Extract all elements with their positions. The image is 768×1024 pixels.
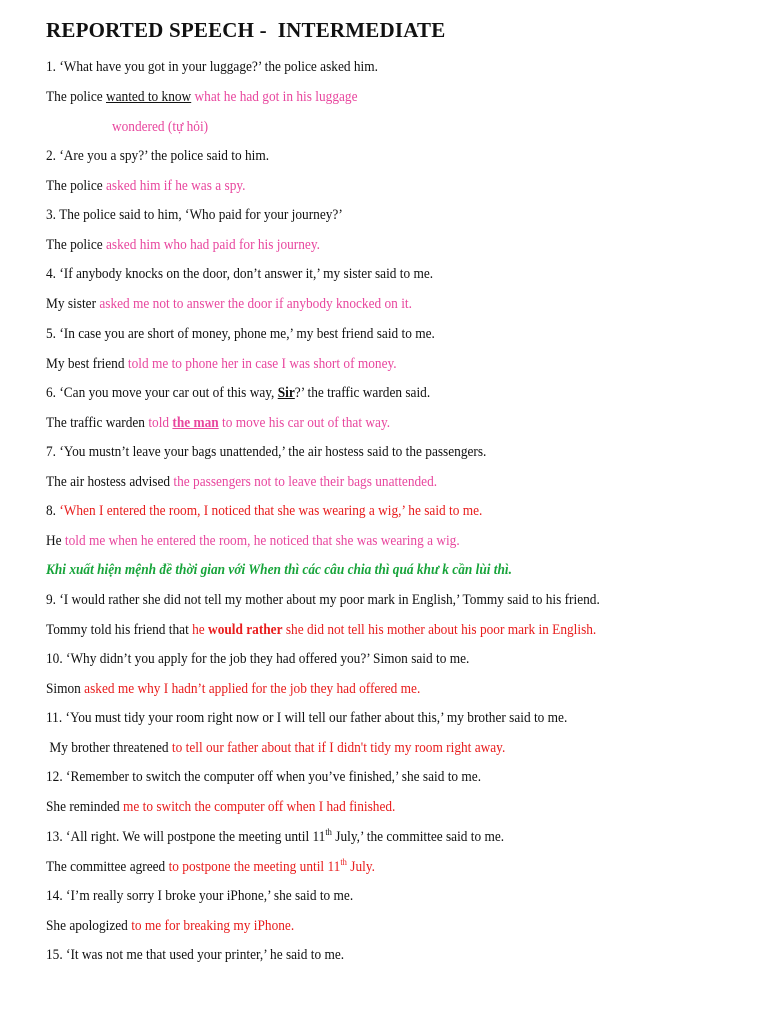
question-13-after: July,’ the committee said to me.	[331, 829, 505, 845]
answer-11	[46, 739, 505, 757]
answer-13	[46, 858, 375, 877]
worksheet-title: REPORTED SPEECH - INTERMEDIATE	[46, 18, 446, 42]
answer-13-after: July.	[346, 859, 375, 875]
answer-3	[46, 236, 320, 254]
question-1: 1. ‘What have you got in your luggage?’ the police asked him.	[46, 59, 378, 75]
answer-6-told: told	[148, 415, 173, 431]
question-3: 3. The police said to him, ‘Who paid for your journey?’	[46, 207, 343, 223]
question-10: 10. ‘Why didn’t you apply for the job they had offered you?’ Simon said to me.	[46, 651, 470, 667]
question-15: 15. ‘It was not me that used your printer,’ he said to me.	[46, 947, 345, 963]
question-13-superscript: th	[325, 827, 332, 837]
answer-13-text: to postpone the meeting until 11	[168, 859, 341, 875]
answer-8-text: told me when he entered the room, he noticed that she was wearing a wig.	[64, 533, 460, 549]
question-9: 9. ‘I would rather she did not tell my mother about my poor mark in English,’ Tommy said to his friend.	[46, 592, 600, 608]
answer-5	[46, 355, 397, 373]
question-6-before: 6. ‘Can you move your car out of this way,	[46, 385, 278, 401]
answer-9-prefix: Tommy told his friend that	[46, 622, 193, 638]
question-2: 2. ‘Are you a spy?’ the police said to him.	[46, 148, 270, 164]
answer-8	[46, 532, 460, 550]
question-11: 11. ‘You must tidy your room right now or I will tell our father about this,’ my brother said to me.	[46, 710, 568, 726]
question-12: 12. ‘Remember to switch the computer off when you’ve finished,’ she said to me.	[46, 769, 482, 785]
answer-5-prefix: My best friend	[46, 356, 128, 372]
answer-7-text: the passengers not to leave their bags unattended.	[173, 474, 438, 490]
answer-14-prefix: She apologized	[46, 918, 132, 934]
answer-12-prefix: She reminded	[46, 799, 124, 815]
answer-12	[46, 798, 395, 816]
question-4: 4. ‘If anybody knocks on the door, don’t answer it,’ my sister said to me.	[46, 266, 434, 282]
answer-9	[46, 621, 596, 639]
question-7: 7. ‘You mustn’t leave your bags unattended,’ the air hostess said to the passengers.	[46, 444, 487, 460]
answer-11-prefix: My brother threatened	[46, 740, 172, 756]
question-8-text: ‘When I entered the room, I noticed that she was wearing a wig,’ he said to me.	[59, 503, 483, 519]
answer-1-note: wondered (tự hỏi)	[112, 119, 209, 135]
question-14: 14. ‘I’m really sorry I broke your iPhone,’ she said to me.	[46, 888, 354, 904]
answer-2-text: asked him if he was a spy.	[105, 178, 246, 194]
answer-10	[46, 680, 420, 698]
answer-9-would-rather: would rather	[208, 622, 283, 638]
answer-3-text: asked him who had paid for his journey.	[105, 237, 320, 253]
question-5: 5. ‘In case you are short of money, phone me,’ my best friend said to me.	[46, 326, 435, 342]
answer-4-prefix: My sister	[46, 296, 100, 312]
answer-6-prefix: The traffic warden	[46, 415, 149, 431]
answer-1-underlined: wanted to know	[105, 89, 192, 105]
answer-1-prefix: The police	[46, 89, 106, 105]
answer-6	[46, 414, 390, 432]
answer-2	[46, 177, 246, 195]
answer-4-text: asked me not to answer the door if anybody knocked on it.	[99, 296, 412, 312]
answer-12-text: me to switch the computer off when I had finished.	[123, 799, 396, 815]
answer-7	[46, 473, 437, 491]
question-13-before: 13. ‘All right. We will postpone the meeting until 11	[46, 829, 326, 845]
answer-2-prefix: The police	[46, 178, 106, 194]
answer-9-he: he	[192, 622, 209, 638]
answer-4	[46, 295, 412, 313]
question-6-sir: Sir	[277, 385, 295, 401]
question-6	[46, 384, 430, 402]
answer-3-prefix: The police	[46, 237, 106, 253]
grammar-note: Khi xuất hiện mệnh đề thời gian với When thì các câu chia thì quá khư k cần lùi thì.	[46, 562, 512, 578]
answer-9-rest: she did not tell his mother about his poor mark in English.	[282, 622, 597, 638]
answer-14-text: to me for breaking my iPhone.	[131, 918, 295, 934]
question-8	[46, 502, 482, 520]
answer-11-text: to tell our father about that if I didn't tidy my room right away.	[171, 740, 506, 756]
answer-7-prefix: The air hostess advised	[46, 474, 174, 490]
answer-1	[46, 88, 358, 106]
answer-13-prefix: The committee agreed	[46, 859, 169, 875]
question-13	[46, 828, 504, 847]
answer-8-prefix: He	[46, 533, 65, 549]
answer-6-rest: to move his car out of that way.	[218, 415, 391, 431]
question-6-after: ?’ the traffic warden said.	[294, 385, 431, 401]
answer-1-text: what he had got in his luggage	[191, 89, 358, 105]
answer-10-text: asked me why I hadn’t applied for the job they had offered me.	[84, 681, 421, 697]
answer-13-superscript: th	[340, 857, 347, 867]
question-8-number: 8.	[46, 503, 60, 519]
answer-14	[46, 917, 294, 935]
answer-10-prefix: Simon	[46, 681, 85, 697]
answer-5-text: told me to phone her in case I was short of money.	[127, 356, 397, 372]
answer-6-the-man: the man	[172, 415, 219, 431]
